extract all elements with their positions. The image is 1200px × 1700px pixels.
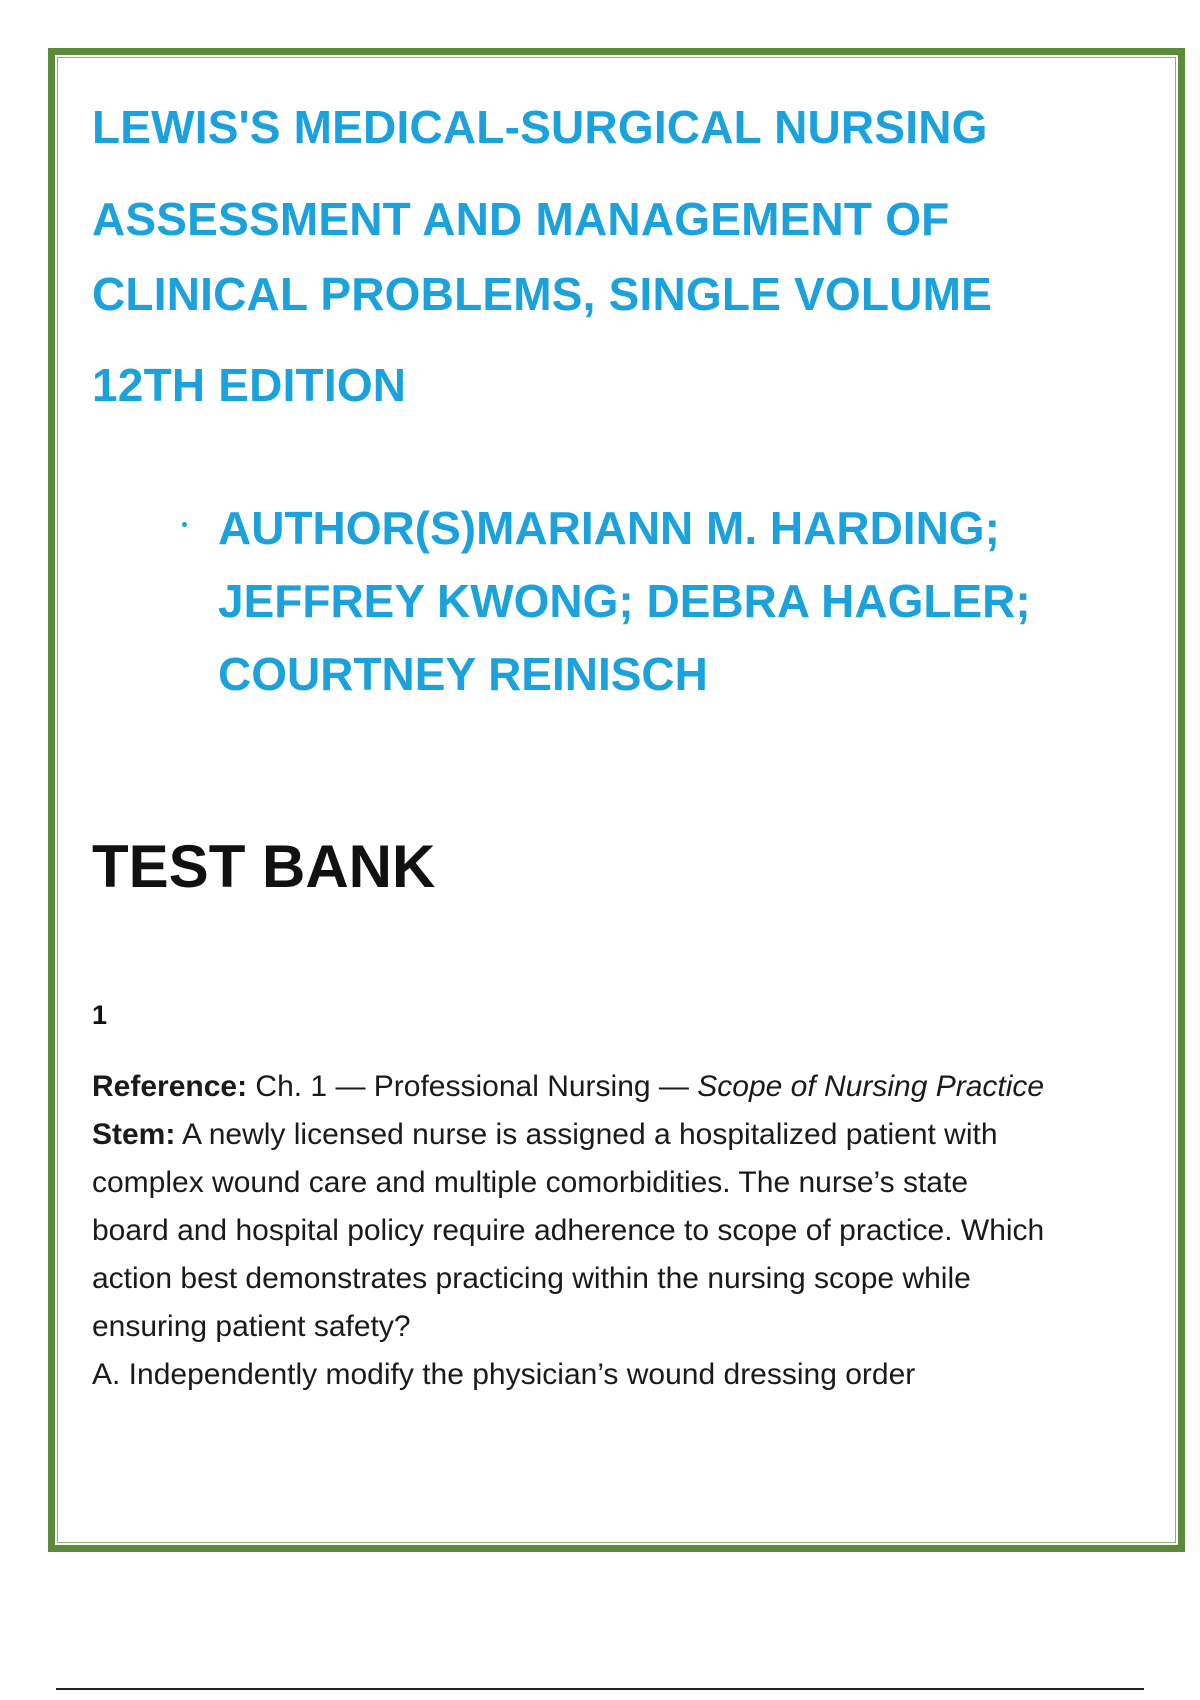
section-title: TEST BANK bbox=[92, 833, 436, 900]
reference-text: Ch. 1 — Professional Nursing — bbox=[247, 1070, 698, 1103]
question-number: 1 bbox=[92, 1000, 108, 1030]
edition-label: 12TH EDITION bbox=[92, 359, 407, 411]
bullet-icon bbox=[182, 522, 187, 527]
stem-paragraph bbox=[92, 1111, 1052, 1351]
question-body bbox=[92, 1063, 1052, 1399]
footer-divider bbox=[56, 1688, 1144, 1690]
stem-text: A newly licensed nurse is assigned a hospitalized patient with complex wound care and multiple comorbidities. The nurse’s state board and hospital policy require adherence to scope of practice. Which action best demonstrates practicing within the nursing scope while ensuring patient safety? bbox=[92, 1118, 1045, 1343]
answer-option-a: A. Independently modify the physician’s wound dressing order bbox=[92, 1358, 916, 1391]
authors-list-item bbox=[218, 492, 1031, 711]
reference-topic: Scope of Nursing Practice bbox=[697, 1070, 1045, 1103]
book-title-line-1: LEWIS'S MEDICAL-SURGICAL NURSING bbox=[92, 101, 988, 153]
authors-line-3: COURTNEY REINISCH bbox=[218, 648, 708, 700]
book-title-line-2: ASSESSMENT AND MANAGEMENT OF bbox=[92, 193, 950, 245]
stem-label: Stem: bbox=[92, 1118, 176, 1151]
reference-label: Reference: bbox=[92, 1070, 248, 1103]
book-title-line-3: CLINICAL PROBLEMS, SINGLE VOLUME bbox=[92, 268, 993, 320]
authors-line-2: JEFFREY KWONG; DEBRA HAGLER; bbox=[218, 575, 1031, 627]
authors-line-1: AUTHOR(S)MARIANN M. HARDING; bbox=[218, 502, 1000, 554]
reference-line bbox=[92, 1063, 1052, 1111]
